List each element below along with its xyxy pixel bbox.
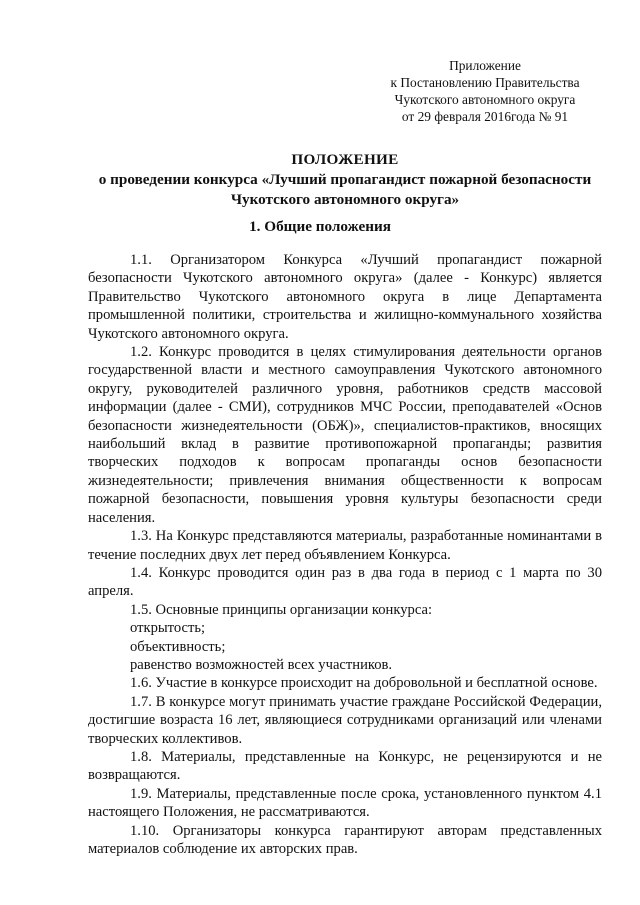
paragraph: 1.8. Материалы, представленные на Конкурс, не рецензируются и не возвращаются.	[88, 748, 602, 784]
document-body	[88, 251, 602, 858]
appendix-line: Чукотского автономного округа	[394, 92, 576, 107]
paragraph: 1.5. Основные принципы организации конкурса:	[130, 601, 433, 618]
paragraph: 1.1. Организатором Конкурса «Лучший пропагандист пожарной безопасности Чукотского автономного округа» (далее - Конкурс) является Правительство Чукотского автономного округа в лице Департамента промышленной политики, строительства и жилищно-коммунального хозяйства Чукотского автономного округа.	[88, 252, 602, 342]
principle-item: равенство возможностей всех участников.	[130, 656, 393, 673]
document-heading	[60, 150, 630, 210]
document-subtitle: о проведении конкурса «Лучший пропагандист пожарной безопасности	[98, 171, 592, 188]
paragraph: 1.7. В конкурсе могут принимать участие граждане Российской Федерации, достигшие возраста 16 лет, являющиеся сотрудниками организаций или членами творческих коллективов.	[88, 693, 602, 747]
principle-item: открытость;	[130, 620, 206, 637]
principle-item: объективность;	[130, 638, 226, 655]
paragraph: 1.9. Материалы, представленные после срока, установленного пунктом 4.1 настоящего Положения, не рассматриваются.	[88, 785, 602, 821]
paragraph: 1.3. На Конкурс представляются материалы, разработанные номинантами в течение последних двух лет перед объявлением Конкурса.	[88, 528, 602, 563]
document-title: ПОЛОЖЕНИЕ	[291, 151, 399, 168]
section-title: 1. Общие положения	[249, 218, 391, 235]
paragraph: 1.10. Организаторы конкурса гарантируют авторам представленных материалов соблюдение их авторских прав.	[88, 822, 602, 857]
appendix-line: к Постановлению Правительства	[390, 75, 580, 90]
paragraph: 1.6. Участие в конкурсе происходит на добровольной и бесплатной основе.	[130, 675, 598, 692]
paragraph: 1.2. Конкурс проводится в целях стимулирования деятельности органов государственной власти и местного самоуправления Чукотского автономного округу, руководителей различного уровня, работников средств массовой информации (далее - СМИ), сотрудников МЧС России, преподавателей «Основ безопасности жизнедеятельности (ОБЖ)», специалистов-практиков, вносящих наибольший вклад в развитие противопожарной пропаганды; развития творческих подходов к вопросам пропаганды основ безопасности жизнедеятельности; привлечения внимания общественности к вопросам пожарной безопасности, повышения уровня культуры безопасности среди населения.	[88, 344, 602, 526]
paragraph: 1.4. Конкурс проводится один раз в два года в период с 1 марта по 30 апреля.	[88, 564, 602, 600]
appendix-line: Приложение	[449, 58, 521, 73]
appendix-line: от 29 февраля 2016года № 91	[401, 109, 569, 124]
appendix-block	[370, 57, 600, 125]
document-subtitle: Чукотского автономного округа»	[230, 191, 460, 208]
